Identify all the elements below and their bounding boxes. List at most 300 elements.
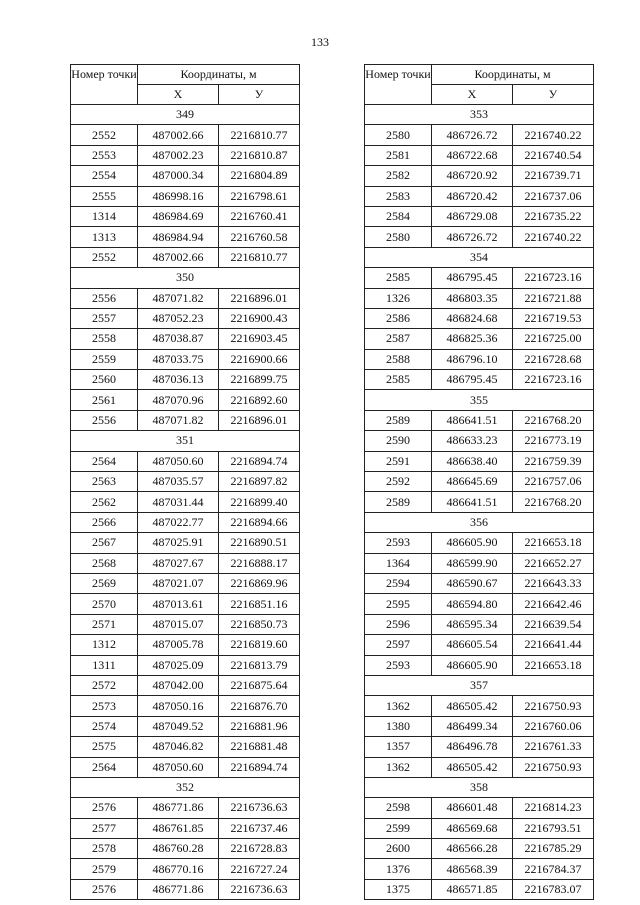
point-number-cell: 2553 [71, 145, 138, 165]
point-number-cell: 2589 [365, 410, 432, 430]
x-coordinate-cell: 487002.66 [138, 247, 219, 267]
x-coordinate-cell: 486595.34 [432, 614, 513, 634]
x-coordinate-cell: 486641.51 [432, 492, 513, 512]
point-number-cell: 2577 [71, 818, 138, 838]
table-row [71, 288, 300, 308]
x-coordinate-cell: 487002.66 [138, 125, 219, 145]
point-number-cell: 1313 [71, 227, 138, 247]
group-row [365, 105, 594, 125]
table-row [71, 839, 300, 859]
point-number-cell: 2571 [71, 614, 138, 634]
y-coordinate-cell: 2216728.68 [513, 349, 594, 369]
x-coordinate-cell: 487071.82 [138, 410, 219, 430]
table-row [365, 614, 594, 634]
group-row [71, 777, 300, 797]
point-number-cell: 2596 [365, 614, 432, 634]
table-row [365, 492, 594, 512]
y-coordinate-cell: 2216740.22 [513, 227, 594, 247]
x-coordinate-cell: 486499.34 [432, 716, 513, 736]
header-coordinates: Координаты, м [138, 65, 300, 85]
table-row [71, 573, 300, 593]
table-row [365, 410, 594, 430]
table-row [365, 859, 594, 879]
x-coordinate-cell: 486825.36 [432, 329, 513, 349]
x-coordinate-cell: 486722.68 [432, 145, 513, 165]
point-number-cell: 2554 [71, 166, 138, 186]
y-coordinate-cell: 2216894.74 [219, 757, 300, 777]
table-row [365, 125, 594, 145]
table-row [71, 512, 300, 532]
x-coordinate-cell: 486770.16 [138, 859, 219, 879]
table-row [365, 166, 594, 186]
x-coordinate-cell: 486771.86 [138, 879, 219, 899]
point-number-cell: 2557 [71, 308, 138, 328]
point-number-cell: 2567 [71, 533, 138, 553]
header-x: X [138, 85, 219, 105]
x-coordinate-cell: 487050.16 [138, 696, 219, 716]
table-row [365, 716, 594, 736]
x-coordinate-cell: 486505.42 [432, 757, 513, 777]
point-number-cell: 2562 [71, 492, 138, 512]
table-row [71, 390, 300, 410]
group-label: 353 [365, 105, 594, 125]
table-row [71, 879, 300, 899]
table-row [71, 145, 300, 165]
table-row [365, 635, 594, 655]
table-row [365, 308, 594, 328]
x-coordinate-cell: 486601.48 [432, 798, 513, 818]
y-coordinate-cell: 2216740.54 [513, 145, 594, 165]
y-coordinate-cell: 2216899.40 [219, 492, 300, 512]
y-coordinate-cell: 2216736.63 [219, 879, 300, 899]
x-coordinate-cell: 486796.10 [432, 349, 513, 369]
group-row [365, 675, 594, 695]
point-number-cell: 2586 [365, 308, 432, 328]
y-coordinate-cell: 2216740.22 [513, 125, 594, 145]
table-row [71, 206, 300, 226]
y-coordinate-cell: 2216894.74 [219, 451, 300, 471]
table-row [71, 675, 300, 695]
group-row [71, 105, 300, 125]
table-row [365, 533, 594, 553]
x-coordinate-cell: 487042.00 [138, 675, 219, 695]
table-row [365, 227, 594, 247]
table-row [71, 227, 300, 247]
y-coordinate-cell: 2216757.06 [513, 472, 594, 492]
table-body-right [365, 105, 594, 900]
x-coordinate-cell: 486605.90 [432, 655, 513, 675]
point-number-cell: 2570 [71, 594, 138, 614]
point-number-cell: 2600 [365, 839, 432, 859]
header-coordinates: Координаты, м [432, 65, 594, 85]
y-coordinate-cell: 2216721.88 [513, 288, 594, 308]
y-coordinate-cell: 2216736.63 [219, 798, 300, 818]
y-coordinate-cell: 2216760.41 [219, 206, 300, 226]
point-number-cell: 2587 [365, 329, 432, 349]
x-coordinate-cell: 486824.68 [432, 308, 513, 328]
x-coordinate-cell: 487049.52 [138, 716, 219, 736]
x-coordinate-cell: 487000.34 [138, 166, 219, 186]
point-number-cell: 2599 [365, 818, 432, 838]
y-coordinate-cell: 2216723.16 [513, 268, 594, 288]
point-number-cell: 1312 [71, 635, 138, 655]
x-coordinate-cell: 486795.45 [432, 370, 513, 390]
x-coordinate-cell: 486568.39 [432, 859, 513, 879]
x-coordinate-cell: 486571.85 [432, 879, 513, 899]
point-number-cell: 2572 [71, 675, 138, 695]
x-coordinate-cell: 487036.13 [138, 370, 219, 390]
point-number-cell: 2558 [71, 329, 138, 349]
group-label: 351 [71, 431, 300, 451]
x-coordinate-cell: 486795.45 [432, 268, 513, 288]
y-coordinate-cell: 2216785.29 [513, 839, 594, 859]
point-number-cell: 2569 [71, 573, 138, 593]
x-coordinate-cell: 487013.61 [138, 594, 219, 614]
x-coordinate-cell: 486761.85 [138, 818, 219, 838]
y-coordinate-cell: 2216810.77 [219, 125, 300, 145]
point-number-cell: 2576 [71, 879, 138, 899]
x-coordinate-cell: 487025.09 [138, 655, 219, 675]
y-coordinate-cell: 2216760.06 [513, 716, 594, 736]
point-number-cell: 2576 [71, 798, 138, 818]
x-coordinate-cell: 487052.23 [138, 308, 219, 328]
header-y: У [513, 85, 594, 105]
point-number-cell: 2568 [71, 553, 138, 573]
table-row [365, 206, 594, 226]
x-coordinate-cell: 486641.51 [432, 410, 513, 430]
table-row [365, 329, 594, 349]
point-number-cell: 2579 [71, 859, 138, 879]
point-number-cell: 1375 [365, 879, 432, 899]
x-coordinate-cell: 487033.75 [138, 349, 219, 369]
y-coordinate-cell: 2216723.16 [513, 370, 594, 390]
y-coordinate-cell: 2216768.20 [513, 492, 594, 512]
table-row [365, 451, 594, 471]
table-row [365, 472, 594, 492]
table-row [365, 431, 594, 451]
y-coordinate-cell: 2216750.93 [513, 757, 594, 777]
table-row [71, 370, 300, 390]
y-coordinate-cell: 2216784.37 [513, 859, 594, 879]
group-row [71, 431, 300, 451]
y-coordinate-cell: 2216773.19 [513, 431, 594, 451]
point-number-cell: 2594 [365, 573, 432, 593]
y-coordinate-cell: 2216810.77 [219, 247, 300, 267]
group-label: 354 [365, 247, 594, 267]
table-row [365, 186, 594, 206]
table-row [365, 798, 594, 818]
point-number-cell: 2580 [365, 125, 432, 145]
table-row [365, 879, 594, 899]
point-number-cell: 2574 [71, 716, 138, 736]
group-row [71, 268, 300, 288]
page-number: 133 [311, 35, 329, 49]
x-coordinate-cell: 487002.23 [138, 145, 219, 165]
table-row [71, 186, 300, 206]
table-row [71, 553, 300, 573]
point-number-cell: 2582 [365, 166, 432, 186]
point-number-cell: 2566 [71, 512, 138, 532]
y-coordinate-cell: 2216896.01 [219, 288, 300, 308]
point-number-cell: 1380 [365, 716, 432, 736]
point-number-cell: 2589 [365, 492, 432, 512]
y-coordinate-cell: 2216728.83 [219, 839, 300, 859]
x-coordinate-cell: 487031.44 [138, 492, 219, 512]
point-number-cell: 2584 [365, 206, 432, 226]
point-number-cell: 1311 [71, 655, 138, 675]
point-number-cell: 1357 [365, 737, 432, 757]
table-row [71, 472, 300, 492]
y-coordinate-cell: 2216888.17 [219, 553, 300, 573]
y-coordinate-cell: 2216783.07 [513, 879, 594, 899]
y-coordinate-cell: 2216735.22 [513, 206, 594, 226]
y-coordinate-cell: 2216850.73 [219, 614, 300, 634]
x-coordinate-cell: 486720.42 [432, 186, 513, 206]
y-coordinate-cell: 2216896.01 [219, 410, 300, 430]
point-number-cell: 2575 [71, 737, 138, 757]
table-row [365, 655, 594, 675]
point-number-cell: 2563 [71, 472, 138, 492]
table-row [71, 757, 300, 777]
x-coordinate-cell: 486569.68 [432, 818, 513, 838]
point-number-cell: 1362 [365, 757, 432, 777]
point-number-cell: 2560 [71, 370, 138, 390]
table-row [71, 798, 300, 818]
x-coordinate-cell: 486566.28 [432, 839, 513, 859]
point-number-cell: 2598 [365, 798, 432, 818]
group-row [365, 777, 594, 797]
header-y: У [219, 85, 300, 105]
point-number-cell: 2588 [365, 349, 432, 369]
table-row [71, 125, 300, 145]
y-coordinate-cell: 2216652.27 [513, 553, 594, 573]
point-number-cell: 2578 [71, 839, 138, 859]
y-coordinate-cell: 2216813.79 [219, 655, 300, 675]
x-coordinate-cell: 486590.67 [432, 573, 513, 593]
point-number-cell: 2583 [365, 186, 432, 206]
y-coordinate-cell: 2216875.64 [219, 675, 300, 695]
point-number-cell: 1326 [365, 288, 432, 308]
x-coordinate-cell: 486594.80 [432, 594, 513, 614]
x-coordinate-cell: 486729.08 [432, 206, 513, 226]
point-number-cell: 2592 [365, 472, 432, 492]
table-row [71, 635, 300, 655]
table-row [365, 818, 594, 838]
y-coordinate-cell: 2216750.93 [513, 696, 594, 716]
group-label: 355 [365, 390, 594, 410]
x-coordinate-cell: 487015.07 [138, 614, 219, 634]
y-coordinate-cell: 2216639.54 [513, 614, 594, 634]
point-number-cell: 2555 [71, 186, 138, 206]
coordinates-table-right [364, 64, 594, 900]
point-number-cell: 2585 [365, 268, 432, 288]
y-coordinate-cell: 2216881.48 [219, 737, 300, 757]
table-row [71, 859, 300, 879]
table-body-left [71, 105, 300, 900]
y-coordinate-cell: 2216900.66 [219, 349, 300, 369]
x-coordinate-cell: 487071.82 [138, 288, 219, 308]
table-row [365, 757, 594, 777]
x-coordinate-cell: 486726.72 [432, 227, 513, 247]
table-row [365, 370, 594, 390]
point-number-cell: 1376 [365, 859, 432, 879]
header-point-number: Номер точки [71, 65, 138, 105]
point-number-cell: 2581 [365, 145, 432, 165]
table-row [365, 573, 594, 593]
table-row [71, 696, 300, 716]
y-coordinate-cell: 2216739.71 [513, 166, 594, 186]
table-row [365, 696, 594, 716]
point-number-cell: 2552 [71, 247, 138, 267]
point-number-cell: 2573 [71, 696, 138, 716]
x-coordinate-cell: 486720.92 [432, 166, 513, 186]
table-row [365, 737, 594, 757]
point-number-cell: 1364 [365, 553, 432, 573]
y-coordinate-cell: 2216643.33 [513, 573, 594, 593]
point-number-cell: 2595 [365, 594, 432, 614]
x-coordinate-cell: 487070.96 [138, 390, 219, 410]
x-coordinate-cell: 487038.87 [138, 329, 219, 349]
table-row [365, 268, 594, 288]
table-row [71, 818, 300, 838]
y-coordinate-cell: 2216653.18 [513, 533, 594, 553]
table-row [71, 655, 300, 675]
point-number-cell: 2559 [71, 349, 138, 369]
group-label: 350 [71, 268, 300, 288]
y-coordinate-cell: 2216894.66 [219, 512, 300, 532]
y-coordinate-cell: 2216798.61 [219, 186, 300, 206]
group-row [365, 390, 594, 410]
x-coordinate-cell: 486633.23 [432, 431, 513, 451]
x-coordinate-cell: 486638.40 [432, 451, 513, 471]
y-coordinate-cell: 2216900.43 [219, 308, 300, 328]
x-coordinate-cell: 486998.16 [138, 186, 219, 206]
point-number-cell: 1362 [365, 696, 432, 716]
coordinates-table-left [70, 64, 300, 900]
y-coordinate-cell: 2216653.18 [513, 655, 594, 675]
group-label: 352 [71, 777, 300, 797]
x-coordinate-cell: 487027.67 [138, 553, 219, 573]
y-coordinate-cell: 2216851.16 [219, 594, 300, 614]
group-label: 357 [365, 675, 594, 695]
x-coordinate-cell: 487035.57 [138, 472, 219, 492]
x-coordinate-cell: 486605.90 [432, 533, 513, 553]
x-coordinate-cell: 487046.82 [138, 737, 219, 757]
y-coordinate-cell: 2216760.58 [219, 227, 300, 247]
x-coordinate-cell: 486726.72 [432, 125, 513, 145]
y-coordinate-cell: 2216892.60 [219, 390, 300, 410]
table-row [365, 839, 594, 859]
point-number-cell: 1314 [71, 206, 138, 226]
point-number-cell: 2556 [71, 410, 138, 430]
y-coordinate-cell: 2216819.60 [219, 635, 300, 655]
point-number-cell: 2591 [365, 451, 432, 471]
table-row [71, 247, 300, 267]
group-label: 356 [365, 512, 594, 532]
x-coordinate-cell: 486496.78 [432, 737, 513, 757]
table-row [71, 492, 300, 512]
table-row [71, 594, 300, 614]
table-row [71, 329, 300, 349]
y-coordinate-cell: 2216768.20 [513, 410, 594, 430]
table-row [365, 594, 594, 614]
point-number-cell: 2590 [365, 431, 432, 451]
group-label: 358 [365, 777, 594, 797]
point-number-cell: 2593 [365, 655, 432, 675]
y-coordinate-cell: 2216897.82 [219, 472, 300, 492]
x-coordinate-cell: 486803.35 [432, 288, 513, 308]
y-coordinate-cell: 2216899.75 [219, 370, 300, 390]
x-coordinate-cell: 486771.86 [138, 798, 219, 818]
table-row [71, 737, 300, 757]
point-number-cell: 2561 [71, 390, 138, 410]
y-coordinate-cell: 2216719.53 [513, 308, 594, 328]
x-coordinate-cell: 487025.91 [138, 533, 219, 553]
point-number-cell: 2556 [71, 288, 138, 308]
header-point-number: Номер точки [365, 65, 432, 105]
y-coordinate-cell: 2216759.39 [513, 451, 594, 471]
header-x: X [432, 85, 513, 105]
y-coordinate-cell: 2216876.70 [219, 696, 300, 716]
table-row [365, 349, 594, 369]
x-coordinate-cell: 486599.90 [432, 553, 513, 573]
y-coordinate-cell: 2216890.51 [219, 533, 300, 553]
y-coordinate-cell: 2216727.24 [219, 859, 300, 879]
point-number-cell: 2564 [71, 757, 138, 777]
y-coordinate-cell: 2216761.33 [513, 737, 594, 757]
table-row [71, 166, 300, 186]
point-number-cell: 2585 [365, 370, 432, 390]
point-number-cell: 2564 [71, 451, 138, 471]
table-row [71, 410, 300, 430]
table-row [71, 349, 300, 369]
group-row [365, 247, 594, 267]
table-row [365, 553, 594, 573]
x-coordinate-cell: 486984.69 [138, 206, 219, 226]
y-coordinate-cell: 2216903.45 [219, 329, 300, 349]
x-coordinate-cell: 487021.07 [138, 573, 219, 593]
y-coordinate-cell: 2216737.46 [219, 818, 300, 838]
x-coordinate-cell: 486760.28 [138, 839, 219, 859]
table-row [71, 533, 300, 553]
y-coordinate-cell: 2216641.44 [513, 635, 594, 655]
x-coordinate-cell: 486984.94 [138, 227, 219, 247]
y-coordinate-cell: 2216737.06 [513, 186, 594, 206]
table-row [71, 716, 300, 736]
point-number-cell: 2580 [365, 227, 432, 247]
group-label: 349 [71, 105, 300, 125]
x-coordinate-cell: 486645.69 [432, 472, 513, 492]
table-row [71, 451, 300, 471]
x-coordinate-cell: 487022.77 [138, 512, 219, 532]
table-row [71, 614, 300, 634]
y-coordinate-cell: 2216793.51 [513, 818, 594, 838]
table-row [365, 288, 594, 308]
table-row [365, 145, 594, 165]
group-row [365, 512, 594, 532]
y-coordinate-cell: 2216810.87 [219, 145, 300, 165]
x-coordinate-cell: 487050.60 [138, 451, 219, 471]
x-coordinate-cell: 487005.78 [138, 635, 219, 655]
point-number-cell: 2597 [365, 635, 432, 655]
x-coordinate-cell: 487050.60 [138, 757, 219, 777]
x-coordinate-cell: 486505.42 [432, 696, 513, 716]
x-coordinate-cell: 486605.54 [432, 635, 513, 655]
point-number-cell: 2552 [71, 125, 138, 145]
y-coordinate-cell: 2216725.00 [513, 329, 594, 349]
y-coordinate-cell: 2216642.46 [513, 594, 594, 614]
point-number-cell: 2593 [365, 533, 432, 553]
